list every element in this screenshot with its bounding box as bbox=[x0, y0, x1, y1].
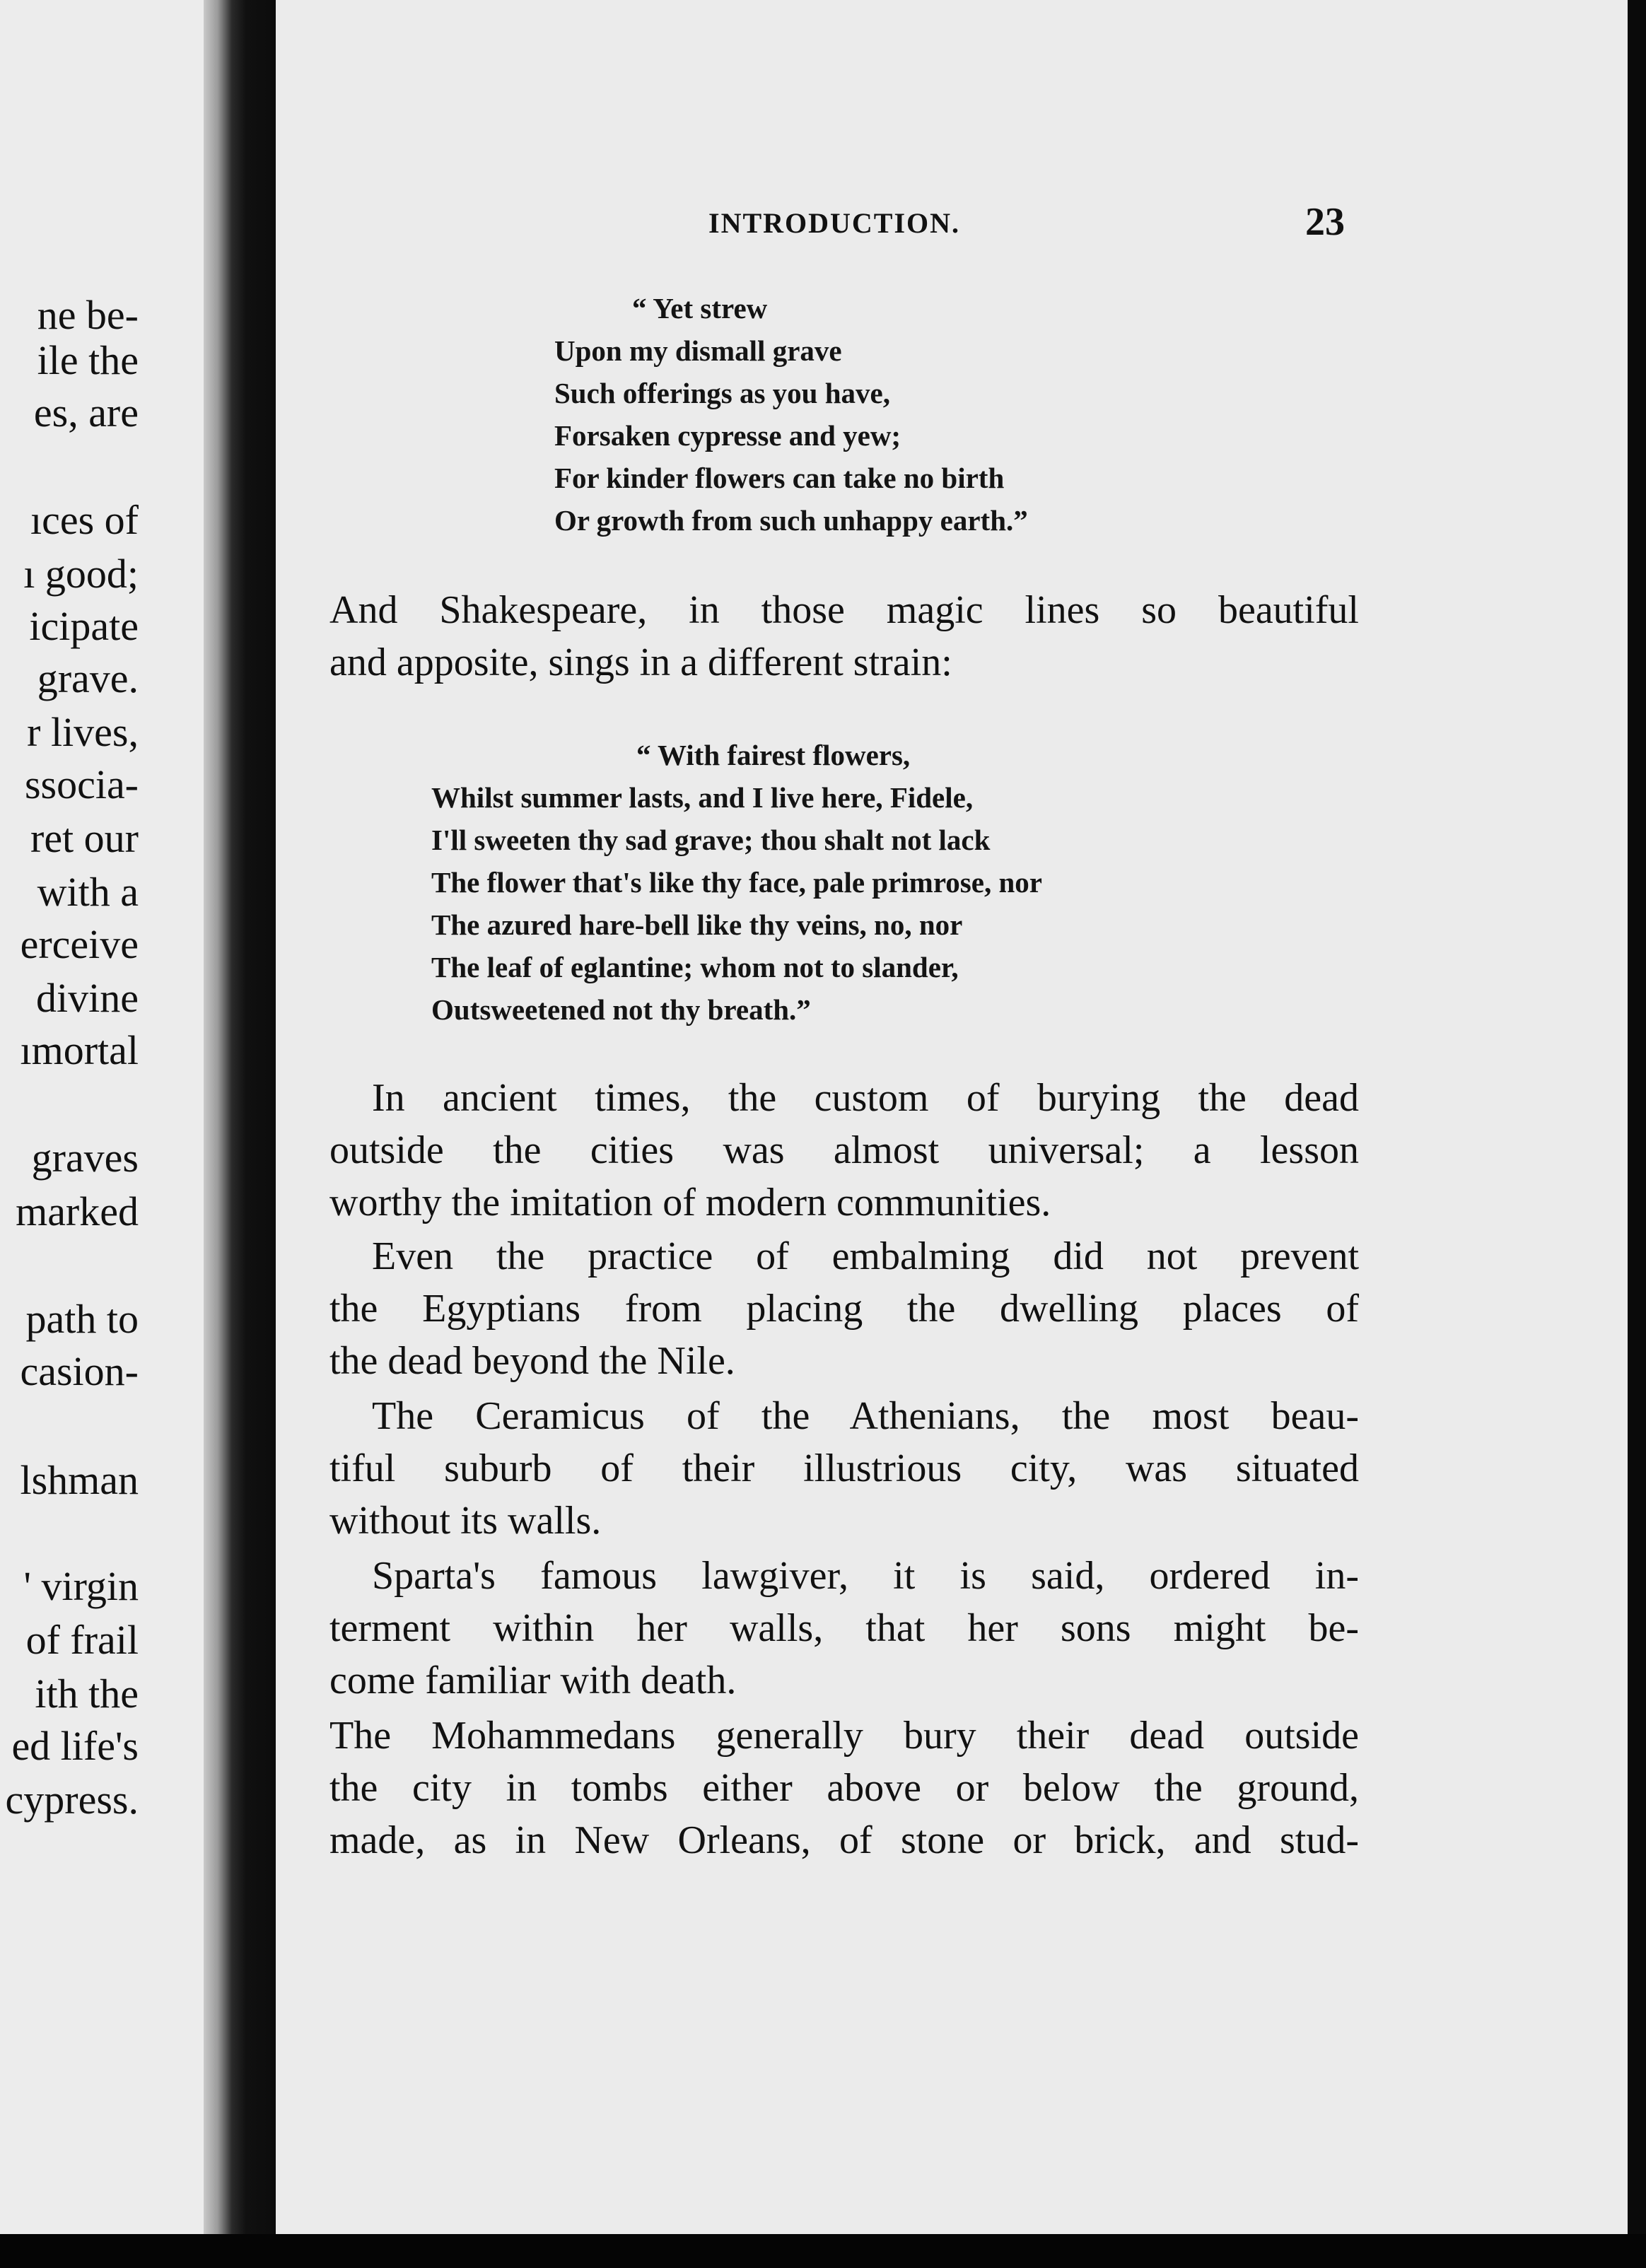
facing-page-line: marked bbox=[16, 1188, 139, 1234]
text-line: In ancient times, the custom of burying the dead bbox=[372, 1076, 1359, 1120]
paragraph-ancient-times bbox=[329, 1072, 1359, 1229]
paragraph-ceramicus bbox=[329, 1390, 1359, 1547]
text-line: come familiar with death. bbox=[329, 1659, 737, 1702]
text-line: Sparta's famous lawgiver, it is said, ordered in- bbox=[372, 1554, 1359, 1598]
text-line: The Mohammedans generally bury their dead outside bbox=[329, 1714, 1359, 1758]
text-line: without its walls. bbox=[329, 1499, 602, 1543]
facing-page-line: of frail bbox=[25, 1617, 139, 1663]
verse-line: “ Yet strew bbox=[632, 292, 768, 325]
verse-quotation-shakespeare bbox=[431, 734, 1042, 1031]
facing-page-line: ile the bbox=[37, 337, 139, 383]
text-line: Even the practice of embalming did not prevent bbox=[372, 1234, 1359, 1278]
facing-page-line: erceive bbox=[20, 921, 139, 967]
paragraph-embalming bbox=[329, 1230, 1359, 1387]
facing-page-line: graves bbox=[31, 1135, 139, 1181]
book-gutter bbox=[204, 0, 276, 2234]
facing-page-line: with a bbox=[37, 869, 139, 915]
facing-page-line: ıces of bbox=[30, 497, 139, 543]
text-line: the city in tombs either above or below the ground, bbox=[329, 1766, 1359, 1810]
verse-line: Such offerings as you have, bbox=[554, 377, 890, 409]
text-line: The Ceramicus of the Athenians, the most beau- bbox=[372, 1394, 1359, 1438]
paragraph-shakespeare-intro bbox=[329, 584, 1359, 689]
text-line: the dead beyond the Nile. bbox=[329, 1339, 735, 1383]
facing-page-line: ı good; bbox=[23, 551, 139, 597]
verse-line: I'll sweeten thy sad grave; thou shalt not lack bbox=[431, 824, 991, 856]
facing-page-line: ımortal bbox=[20, 1027, 139, 1073]
running-head: INTRODUCTION. bbox=[708, 207, 961, 239]
facing-page-fragment bbox=[0, 0, 204, 2234]
text-line: worthy the imitation of modern communities. bbox=[329, 1181, 1051, 1224]
facing-page-line: es, are bbox=[33, 390, 139, 436]
paragraph-sparta bbox=[329, 1550, 1359, 1707]
book-page bbox=[276, 0, 1628, 2234]
facing-page-line: path to bbox=[25, 1296, 139, 1342]
facing-page-line: ith the bbox=[35, 1671, 139, 1717]
verse-line: For kinder flowers can take no birth bbox=[554, 462, 1005, 494]
text-line: terment within her walls, that her sons might be- bbox=[329, 1606, 1359, 1650]
facing-page-line: ssocia- bbox=[24, 761, 139, 807]
facing-page-line: ' virgin bbox=[23, 1563, 139, 1609]
verse-line: Or growth from such unhappy earth.” bbox=[554, 504, 1028, 537]
verse-line: The leaf of eglantine; whom not to slander, bbox=[431, 951, 959, 983]
verse-line: The flower that's like thy face, pale primrose, nor bbox=[431, 866, 1042, 899]
verse-line: Outsweetened not thy breath.” bbox=[431, 993, 811, 1026]
text-line: And Shakespeare, in those magic lines so beautiful bbox=[329, 588, 1359, 632]
facing-page-line: grave. bbox=[37, 655, 139, 701]
facing-page-line: divine bbox=[36, 975, 139, 1021]
text-line: outside the cities was almost universal; a lesson bbox=[329, 1128, 1359, 1172]
facing-page-line: lshman bbox=[20, 1457, 139, 1503]
verse-line: Forsaken cypresse and yew; bbox=[554, 419, 901, 452]
facing-page-line: ne be- bbox=[37, 292, 139, 338]
verse-line: “ With fairest flowers, bbox=[636, 739, 911, 771]
facing-page-line: ed life's bbox=[11, 1723, 139, 1769]
facing-page-line: ret our bbox=[30, 815, 139, 861]
text-line: made, as in New Orleans, of stone or brick, and stud- bbox=[329, 1818, 1359, 1862]
verse-quotation-herrick bbox=[554, 287, 1028, 542]
paragraph-mohammedans bbox=[329, 1709, 1359, 1866]
scan-bottom-edge bbox=[0, 2234, 1646, 2268]
verse-line: Upon my dismall grave bbox=[554, 334, 842, 367]
text-line: tiful suburb of their illustrious city, was situated bbox=[329, 1446, 1359, 1490]
text-line: and apposite, sings in a different strain: bbox=[329, 641, 952, 684]
facing-page-line: cypress. bbox=[5, 1777, 139, 1823]
text-line: the Egyptians from placing the dwelling places of bbox=[329, 1287, 1359, 1331]
facing-page-line: r lives, bbox=[27, 709, 139, 755]
page-number: 23 bbox=[1305, 200, 1345, 244]
facing-page-line: casion- bbox=[20, 1348, 139, 1394]
verse-line: Whilst summer lasts, and I live here, Fidele, bbox=[431, 781, 974, 814]
verse-line: The azured hare-bell like thy veins, no, nor bbox=[431, 908, 963, 941]
facing-page-line: icipate bbox=[29, 603, 139, 649]
